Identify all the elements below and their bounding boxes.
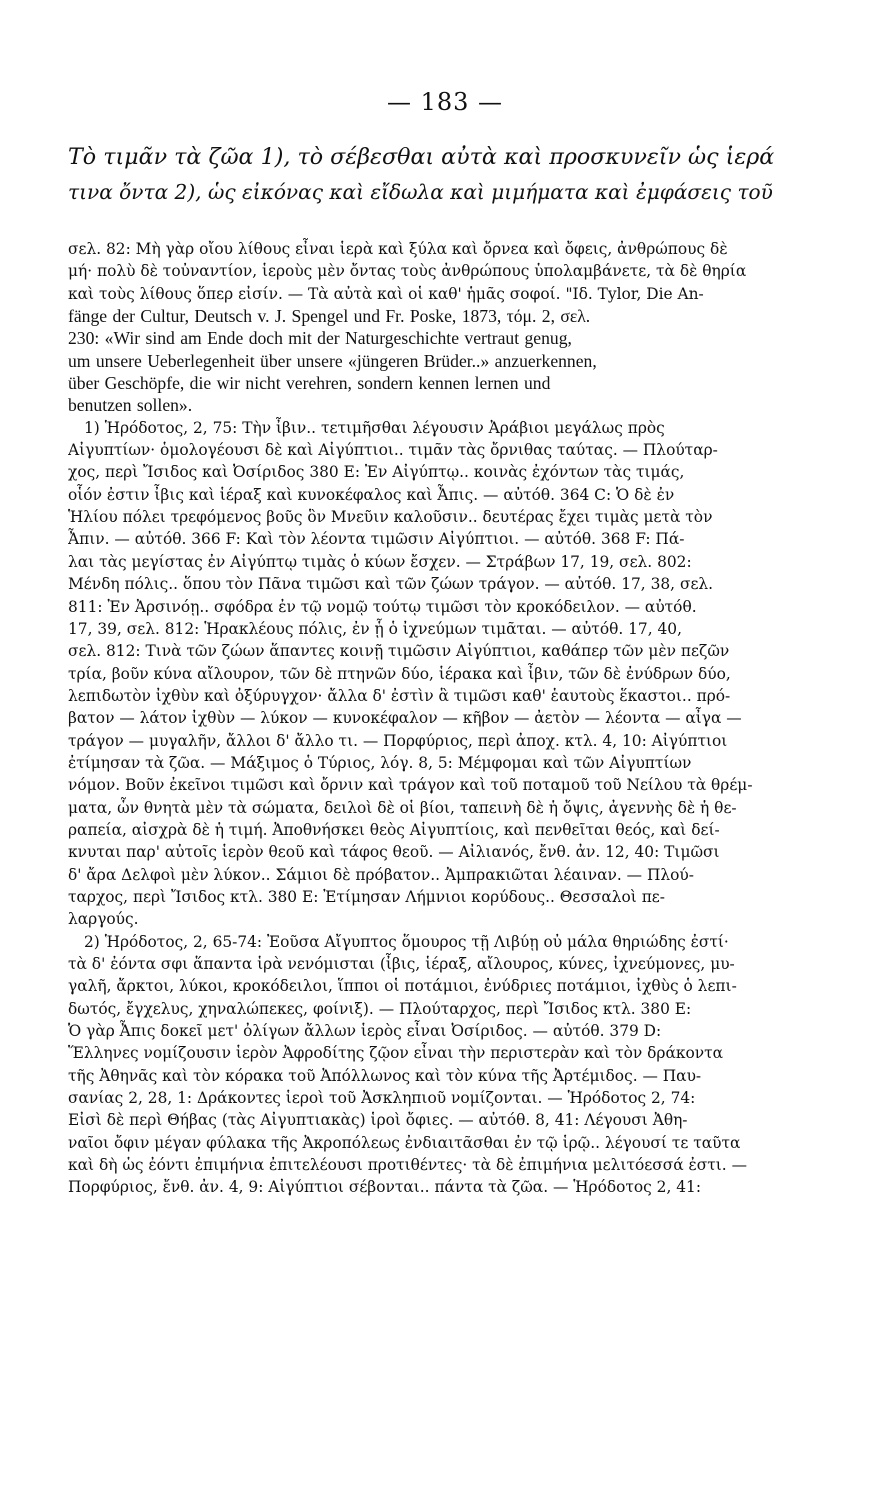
footnotes xyxy=(68,238,774,1199)
footnote-line: λεπιδωτὸν ἰχθὺν καὶ ὀξύρυγχον· ἄλλα δ' ἐστὶν ἃ τιμῶσι καθ' ἑαυτοὺς ἕκαστοι.. πρό- xyxy=(68,686,731,705)
footnote-line: Μένδη πόλις.. ὅπου τὸν Πᾶνα τιμῶσι καὶ τῶν ζώων τράγον. — αὐτόθ. 17, 38, σελ. xyxy=(68,575,714,594)
footnote-line: ναῖοι ὄφιν μέγαν φύλακα τῆς Ἀκροπόλεως ἐνδιαιτᾶσθαι ἐν τῷ ἱρῷ.. λέγουσί τε ταῦτα xyxy=(68,1133,741,1152)
main-text-line: τινα ὄντα 2), ὡς εἰκόνας καὶ εἴδωλα καὶ μιμήματα καὶ ἐμφάσεις τοῦ xyxy=(68,180,773,204)
main-text xyxy=(68,140,774,210)
footnote-line: fänge der Cultur, Deutsch v. J. Spengel und Fr. Poske, 1873, τόμ. 2, σελ. xyxy=(68,306,591,327)
footnote-line: Πορφύριος, ἔνθ. ἀν. 4, 9: Αἰγύπτιοι σέβονται.. πάντα τὰ ζῶα. — Ἡρόδοτος 2, 41: xyxy=(68,1178,702,1197)
footnote-line: τῆς Ἀθηνᾶς καὶ τὸν κόρακα τοῦ Ἀπόλλωνος καὶ τὸν κύνα τῆς Ἀρτέμιδος. — Παυ- xyxy=(68,1066,702,1085)
footnote-line: 1) Ἡρόδοτος, 2, 75: Τὴν ἶβιν.. τετιμῆσθαι λέγουσιν Ἀράβιοι μεγάλως πρὸς xyxy=(84,418,665,437)
footnote-line: λαι τὰς μεγίστας ἐν Αἰγύπτῳ τιμὰς ὁ κύων ἔσχεν. — Στράβων 17, 19, σελ. 802: xyxy=(68,552,692,571)
footnote-line: τρία, βοῦν κύνα αἴλουρον, τῶν δὲ πτηνῶν δύο, ἱέρακα καὶ ἶβιν, τῶν δὲ ἐνύδρων δύο, xyxy=(68,664,731,683)
footnote-line: τράγον — μυγαλῆν, ἄλλοι δ' ἄλλο τι. — Πορφύριος, περὶ ἀποχ. κτλ. 4, 10: Αἰγύπτιοι xyxy=(68,731,728,750)
footnote-line: ματα, ὧν θνητὰ μὲν τὰ σώματα, δειλοὶ δὲ οἱ βίοι, ταπεινὴ δὲ ἡ ὄψις, ἀγεννὴς δὲ ἡ θε- xyxy=(68,798,737,817)
footnote-line: Ἕλληνες νομίζουσιν ἱερὸν Ἀφροδίτης ζῷον εἶναι τὴν περιστερὰν καὶ τὸν δράκοντα xyxy=(68,1044,723,1063)
footnote-line: μή· πολὺ δὲ τοὐναντίον, ἱεροὺς μὲν ὄντας τοὺς ἀνθρώπους ὑπολαμβάνετε, τὰ δὲ θηρία xyxy=(68,262,747,281)
footnote-line: Ἆπιν. — αὐτόθ. 366 F: Καὶ τὸν λέοντα τιμῶσιν Αἰγύπτιοι. — αὐτόθ. 368 F: Πά- xyxy=(68,530,685,549)
footnote-line: um unsere Ueberlegenheit über unsere «jüngeren Brüder..» anzuerkennen, xyxy=(68,350,597,371)
footnote-line: über Geschöpfe, die wir nicht verehren, sondern kennen lernen und xyxy=(68,373,551,394)
footnote-line: Ἡλίου πόλει τρεφόμενος βοῦς ὃν Μνεῦιν καλοῦσιν.. δευτέρας ἔχει τιμὰς μετὰ τὸν xyxy=(68,508,713,527)
footnote-line: ἐτίμησαν τὰ ζῶα. — Μάξιμος ὁ Τύριος, λόγ. 8, 5: Μέμφομαι καὶ τῶν Αἰγυπτίων xyxy=(68,753,692,772)
footnote-line: Εἰσὶ δὲ περὶ Θήβας (τὰς Αἰγυπτιακὰς) ἱροὶ ὄφιες. — αὐτόθ. 8, 41: Λέγουσι Ἀθη- xyxy=(68,1111,688,1130)
footnote-line: δ' ἄρα Δελφοὶ μὲν λύκον.. Σάμιοι δὲ πρόβατον.. Ἀμπρακιῶται λέαιναν. — Πλού- xyxy=(68,865,694,884)
footnote-line: τὰ δ' ἐόντα σφι ἅπαντα ἱρὰ νενόμισται (ἶβις, ἱέραξ, αἴλουρος, κύνες, ἰχνεύμονες, μυ- xyxy=(68,955,735,973)
footnote-line: βατον — λάτον ἰχθὺν — λύκον — κυνοκέφαλον — κῆβον — ἀετὸν — λέοντα — αἶγα — xyxy=(68,709,742,728)
footnote-line: σελ. 812: Τινὰ τῶν ζώων ἅπαντες κοινῇ τιμῶσιν Αἰγύπτιοι, καθάπερ τῶν μὲν πεζῶν xyxy=(68,642,730,661)
footnote-line: Ὁ γὰρ Ἆπις δοκεῖ μετ' ὀλίγων ἄλλων ἱερὸς εἶναι Ὀσίριδος. — αὐτόθ. 379 D: xyxy=(68,1022,662,1041)
footnote-line: benutzen sollen». xyxy=(68,395,193,416)
footnote-line: νόμον. Βοῦν ἐκεῖνοι τιμῶσι καὶ ὄρνιν καὶ τράγον καὶ τοῦ ποταμοῦ τοῦ Νείλου τὰ θρέμ- xyxy=(68,776,753,795)
footnote-line: ραπεία, αἰσχρὰ δὲ ἡ τιμή. Ἀποθνήσκει θεὸς Αἰγυπτίοις, καὶ πενθεῖται θεός, καὶ δεί- xyxy=(68,820,720,839)
footnote-line: καὶ τοὺς λίθους ὅπερ εἰσίν. — Τὰ αὐτὰ καὶ οἱ καθ' ἡμᾶς σοφοί. "Ιδ. Tylor, Die An- xyxy=(68,284,704,303)
footnote-line: χος, περὶ Ἴσιδος καὶ Ὀσίριδος 380 Ε: Ἐν Αἰγύπτῳ.. κοινὰς ἐχόντων τὰς τιμάς, xyxy=(68,463,685,482)
footnote-line: σελ. 82: Μὴ γὰρ οἴου λίθους εἶναι ἱερὰ καὶ ξύλα καὶ ὄρνεα καὶ ὄφεις, ἀνθρώπους δὲ xyxy=(68,240,728,258)
footnote-line: δωτός, ἔγχελυς, χηναλώπεκες, φοίνιξ). — Πλούταρχος, περὶ Ἴσιδος κτλ. 380 Ε: xyxy=(68,999,692,1018)
footnote-line: Αἰγυπτίων· ὁμολογέουσι δὲ καὶ Αἰγύπτιοι.. τιμᾶν τὰς ὄρνιθας ταύτας. — Πλούταρ- xyxy=(68,441,718,460)
footnote-line: γαλῆ, ἄρκτοι, λύκοι, κροκόδειλοι, ἵπποι οἱ ποτάμιοι, ἐνύδριες ποτάμιοι, ἰχθὺς ὁ λεπι- xyxy=(68,977,737,996)
footnote-line: 230: «Wir sind am Ende doch mit der Naturgeschichte vertraut genug, xyxy=(68,328,572,349)
page-number: — 183 — xyxy=(386,88,504,116)
footnote-line: σανίας 2, 28, 1: Δράκοντες ἱεροὶ τοῦ Ἀσκληπιοῦ νομίζονται. — Ἡρόδοτος 2, 74: xyxy=(68,1089,696,1108)
footnote-line: ταρχος, περὶ Ἴσιδος κτλ. 380 Ε: Ἐτίμησαν Λήμνιοι κορύδους.. Θεσσαλοὶ πε- xyxy=(68,887,665,906)
footnote-line: οἷόν ἐστιν ἶβις καὶ ἱέραξ καὶ κυνοκέφαλος καὶ Ἆπις. — αὐτόθ. 364 C: Ὁ δὲ ἐν xyxy=(68,485,675,504)
footnote-line: λαργούς. xyxy=(68,910,139,929)
footnote-line: 17, 39, σελ. 812: Ἡρακλέους πόλις, ἐν ᾗ ὁ ἰχνεύμων τιμᾶται. — αὐτόθ. 17, 40, xyxy=(68,619,682,638)
footnote-line: 811: Ἐν Ἀρσινόῃ.. σφόδρα ἐν τῷ νομῷ τούτῳ τιμῶσι τὸν κροκόδειλον. — αὐτόθ. xyxy=(68,597,697,616)
main-text-line: Τὸ τιμᾶν τὰ ζῶα 1), τὸ σέβεσθαι αὐτὰ καὶ προσκυνεῖν ὡς ἱερά xyxy=(68,144,775,170)
footnote-line: 2) Ἡρόδοτος, 2, 65-74: Ἐοῦσα Αἴγυπτος ὅμουρος τῇ Λιβύῃ οὐ μάλα θηριώδης ἐστί· xyxy=(84,932,729,951)
footnote-line: καὶ δὴ ὡς ἐόντι ἐπιμήνια ἐπιτελέουσι προτιθέντες· τὰ δὲ ἐπιμήνια μελιτόεσσά ἐστι. — xyxy=(68,1156,747,1175)
footnote-line: κνυται παρ' αὐτοῖς ἱερὸν θεοῦ καὶ τάφος θεοῦ. — Αἰλιανός, ἔνθ. ἀν. 12, 40: Τιμῶσι xyxy=(68,843,720,862)
